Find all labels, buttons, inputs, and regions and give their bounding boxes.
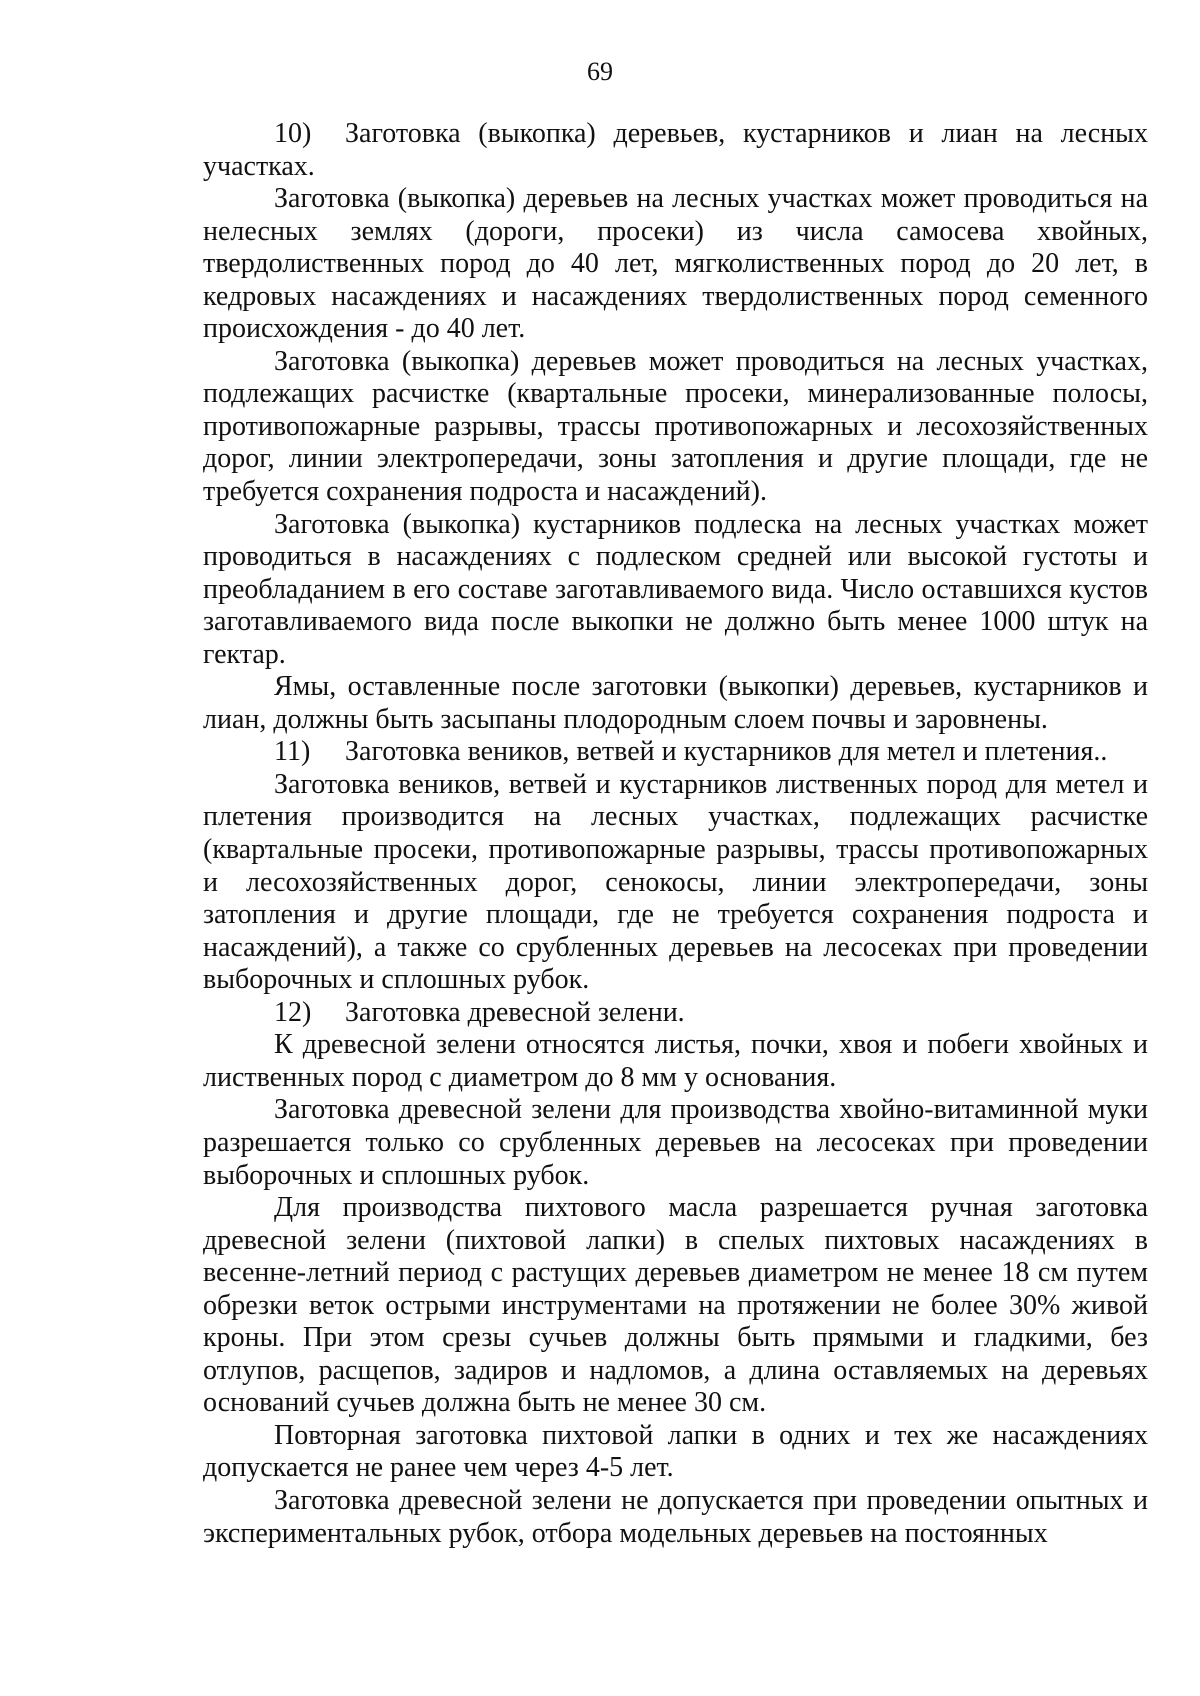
- paragraph: Заготовка (выкопка) кустарников подлеска на лесных участках может проводиться в насаждениях с подлеском средней или высокой густоты и преобладанием в его составе заготавливаемого вида. Число оставшихся кустов заготавливаемого вида после выкопки не должно быть менее 1000 штук на гектар.: [203, 508, 1148, 670]
- list-item-12: [203, 997, 1148, 1030]
- paragraph: Заготовка (выкопка) деревьев может проводиться на лесных участках, подлежащих расчистке (квартальные просеки, минерализованные полосы, противопожарные разрывы, трассы противопожарных и лесохозяйственных дорог, линии электропередачи, зоны затопления и другие площади, где не требуется сохранения подроста и насаждений).: [203, 345, 1148, 508]
- page-number: 69: [587, 57, 613, 86]
- list-item-title: Заготовка древесной зелени.: [345, 996, 685, 1028]
- paragraph: Заготовка древесной зелени не допускается при проведении опытных и экспериментальных рубок, отбора модельных деревьев на постоянных: [203, 1484, 1148, 1549]
- paragraph: К древесной зелени относятся листья, почки, хвоя и побеги хвойных и лиственных пород с диаметром до 8 мм у основания.: [203, 1029, 1148, 1093]
- paragraph: Ямы, оставленные после заготовки (выкопки) деревьев, кустарников и лиан, должны быть засыпаны плодородным слоем почвы и заровнены.: [203, 671, 1148, 735]
- paragraph: Заготовка древесной зелени для производства хвойно-витаминной муки разрешается только со срубленных деревьев на лесосеках при проведении выборочных и сплошных рубок.: [203, 1094, 1148, 1191]
- paragraph: Заготовка веников, ветвей и кустарников лиственных пород для метел и плетения производится на лесных участках, подлежащих расчистке (квартальные просеки, противопожарные разрывы, трассы противопожарных и лесохозяйственных дорог, сенокосы, линии электропередачи, зоны затопления и другие площади, где не требуется сохранения подроста и насаждений), а также со срубленных деревьев на лесосеках при проведении выборочных и сплошных рубок.: [203, 768, 1148, 996]
- paragraph: Заготовка (выкопка) деревьев на лесных участках может проводиться на нелесных землях (дороги, просеки) из числа самосева хвойных, твердолиственных пород до 40 лет, мягколиственных пород до 20 лет, в кедровых насаждениях и насаждениях твердолиственных пород семенного происхождения - до 40 лет.: [203, 183, 1148, 345]
- list-item-11: [203, 736, 1148, 769]
- list-item-number: 12): [274, 996, 312, 1028]
- paragraph: Повторная заготовка пихтовой лапки в одних и тех же насаждениях допускается не ранее чем через 4-5 лет.: [203, 1419, 1148, 1484]
- list-item-number: 10): [274, 118, 312, 149]
- list-item-10: [203, 118, 1148, 183]
- list-item-title: Заготовка веников, ветвей и кустарников для метел и плетения..: [345, 736, 1108, 768]
- list-item-number: 11): [274, 736, 311, 768]
- document-body: [203, 118, 1148, 1550]
- paragraph: Для производства пихтового масла разрешается ручная заготовка древесной зелени (пихтовой лапки) в спелых пихтовых насаждениях в весенне-летний период с растущих деревьев диаметром не менее 18 см путем обрезки веток острыми инструментами на протяжении не более 30% живой кроны. При этом срезы сучьев должны быть прямыми и гладкими, без отлупов, расщепов, задиров и надломов, а длина оставляемых на деревьях оснований сучьев должна быть не менее 30 см.: [203, 1192, 1148, 1419]
- list-item-title: Заготовка (выкопка) деревьев, кустарников и лиан на лесных участках.: [203, 118, 1148, 182]
